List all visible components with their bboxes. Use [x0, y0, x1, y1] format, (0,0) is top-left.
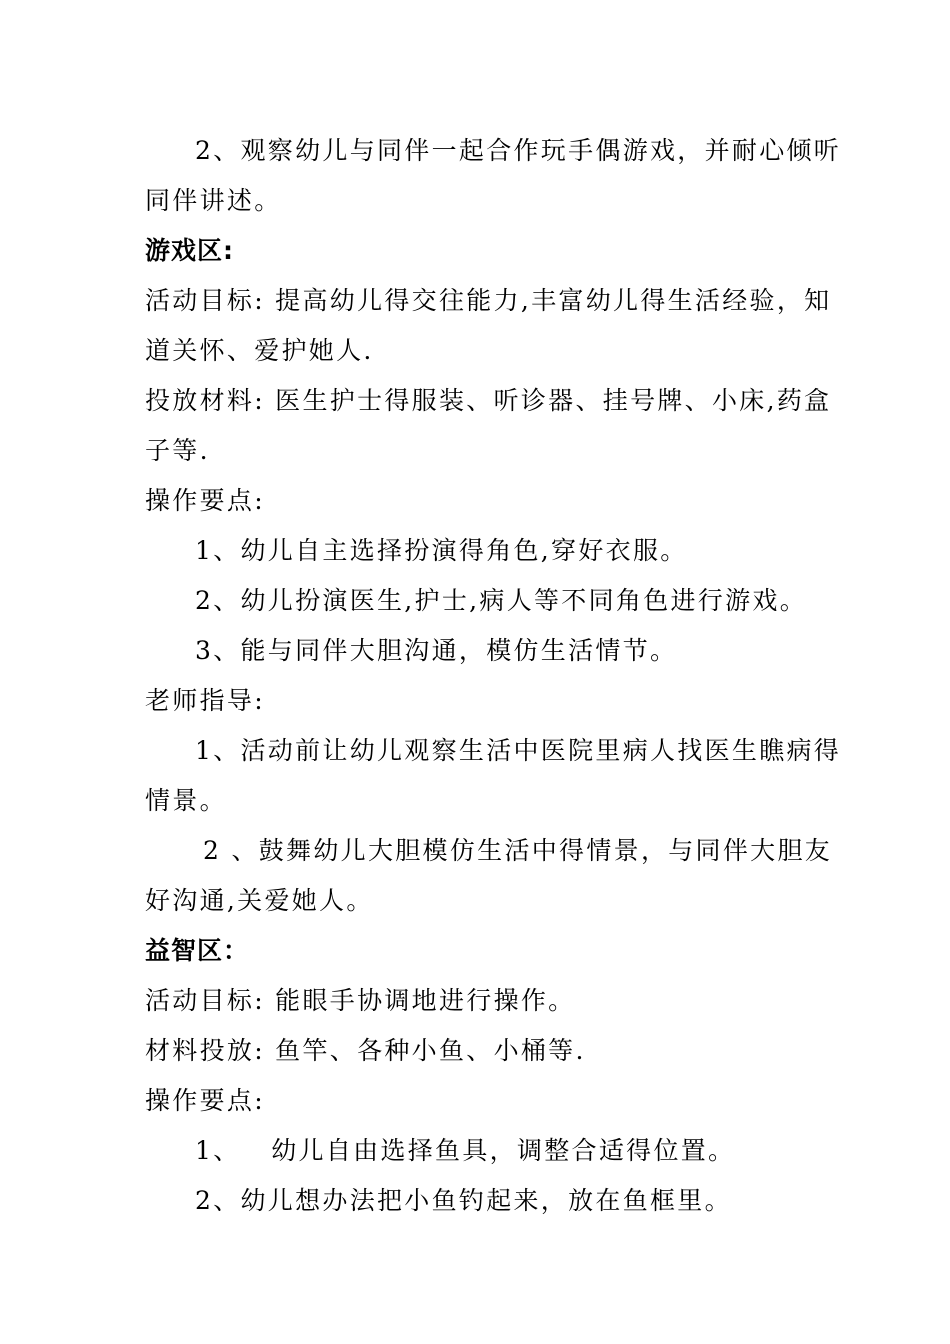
text-line: 同伴讲述。	[145, 186, 282, 215]
list-item: 2 、鼓舞幼儿大胆模仿生活中得情景，与同伴大胆友	[203, 836, 833, 865]
text-line: 情景。	[145, 786, 227, 815]
text-line: 好沟通,关爱她人。	[145, 886, 374, 915]
text-line: 老师指导:	[145, 686, 265, 715]
list-item: 2、幼儿扮演医生,护士,病人等不同角色进行游戏。	[195, 586, 808, 615]
list-item: 1、活动前让幼儿观察生活中医院里病人找医生瞧病得	[195, 736, 842, 765]
text-line: 投放材料: 医生护士得服装、听诊器、挂号牌、小床,药盒	[145, 386, 832, 415]
text-line: 子等.	[145, 436, 210, 465]
text-line: 材料投放: 鱼竿、各种小鱼、小桶等.	[145, 1036, 586, 1065]
text-line: 活动目标: 能眼手协调地进行操作。	[145, 986, 576, 1015]
section-heading-puzzle-area: 益智区：	[145, 936, 250, 965]
text-line: 2、观察幼儿与同伴一起合作玩手偶游戏，并耐心倾听	[195, 136, 842, 165]
text-line: 道关怀、爱护她人.	[145, 336, 374, 365]
section-heading-game-area: 游戏区:	[145, 236, 234, 265]
list-item: 1、 幼儿自由选择鱼具，调整合适得位置。	[195, 1136, 736, 1165]
text-line: 活动目标: 提高幼儿得交往能力,丰富幼儿得生活经验，知	[145, 286, 832, 315]
text-line: 操作要点:	[145, 1086, 265, 1115]
list-item: 3、能与同伴大胆沟通，模仿生活情节。	[195, 636, 678, 665]
text-line: 操作要点:	[145, 486, 265, 515]
list-item: 2、幼儿想办法把小鱼钓起来，放在鱼框里。	[195, 1186, 732, 1215]
list-item: 1、幼儿自主选择扮演得角色,穿好衣服。	[195, 536, 688, 565]
